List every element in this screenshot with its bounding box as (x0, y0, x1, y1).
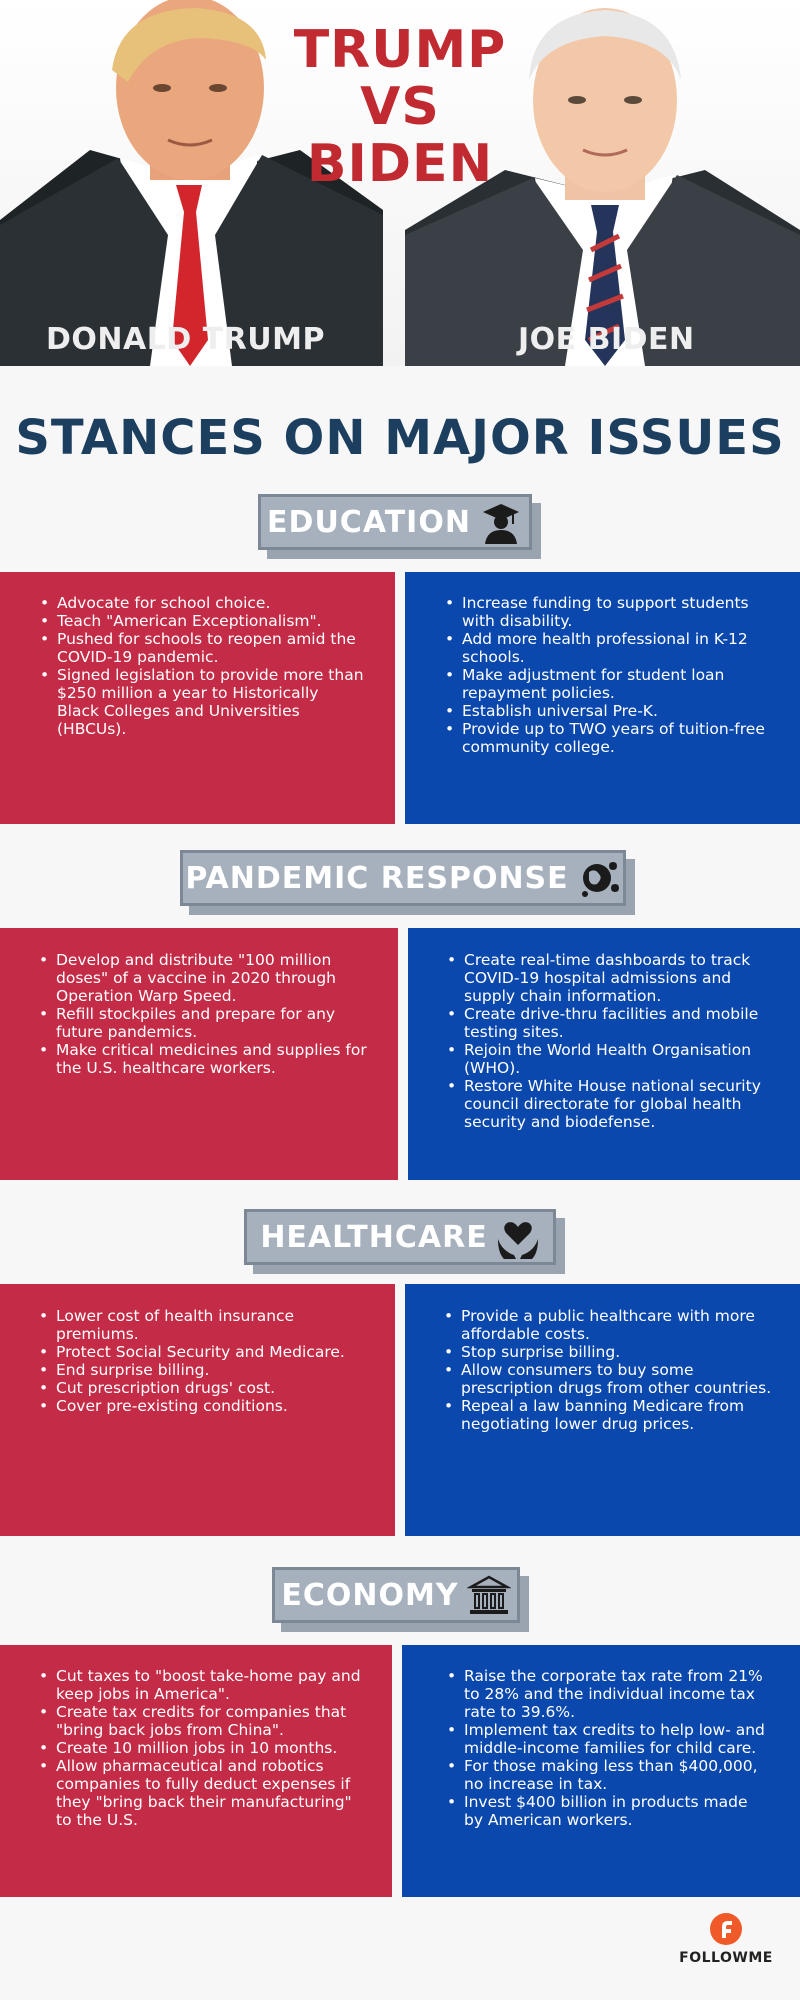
followme-logo-icon (709, 1912, 743, 1946)
list-item: • Pushed for schools to reopen amid the COVID-19 pandemic. (38, 630, 365, 666)
list-item: • Make adjustment for student loan repayment policies. (443, 666, 770, 702)
economy-label-text: ECONOMY (281, 1577, 459, 1613)
title-line-biden: BIDEN (306, 134, 494, 194)
education-trump-panel (0, 572, 395, 824)
economy-label (272, 1567, 520, 1623)
list-item: • Create drive-thru facilities and mobile testing sites. (445, 1005, 774, 1041)
economy-trump-panel (0, 1645, 392, 1897)
followme-logo (676, 1912, 776, 1966)
stances-title: STANCES ON MAJOR ISSUES (15, 410, 785, 466)
list-item: • Cut taxes to "boost take-home pay and keep jobs in America". (37, 1667, 364, 1703)
list-item: • For those making less than $400,000, no increase in tax. (445, 1757, 770, 1793)
pandemic-trump-list (37, 951, 368, 1077)
economy-biden-list (445, 1667, 770, 1829)
graduate-icon (479, 500, 523, 544)
healthcare-biden-panel (405, 1284, 800, 1536)
biden-name-label: JOE BIDEN (518, 322, 695, 357)
heart-hands-icon (496, 1215, 540, 1259)
virus-globe-icon (577, 856, 621, 900)
list-item: • Invest $400 billion in products made by American workers. (445, 1793, 770, 1829)
list-item: • Develop and distribute "100 million doses" of a vaccine in 2020 through Operation Warp Speed. (37, 951, 368, 1005)
education-trump-list (38, 594, 365, 738)
list-item: • Cut prescription drugs' cost. (37, 1379, 365, 1397)
pandemic-biden-list (445, 951, 774, 1131)
pandemic-biden-panel (408, 928, 800, 1180)
header-banner (0, 0, 800, 366)
healthcare-trump-panel (0, 1284, 395, 1536)
list-item: • Cover pre-existing conditions. (37, 1397, 365, 1415)
followme-brand-text: FOLLOWME (679, 1950, 773, 1966)
education-biden-panel (405, 572, 800, 824)
list-item: • Allow consumers to buy some prescription drugs from other countries. (442, 1361, 774, 1397)
economy-biden-panel (402, 1645, 800, 1897)
pandemic-label-text: PANDEMIC RESPONSE (185, 860, 569, 896)
healthcare-trump-list (37, 1307, 365, 1415)
list-item: • Rejoin the World Health Organisation (WHO). (445, 1041, 774, 1077)
list-item: • Create 10 million jobs in 10 months. (37, 1739, 364, 1757)
trump-name-label: DONALD TRUMP (46, 322, 325, 357)
bank-icon (467, 1573, 511, 1617)
list-item: • Stop surprise billing. (442, 1343, 774, 1361)
list-item: • Implement tax credits to help low- and middle-income families for child care. (445, 1721, 770, 1757)
title-line-vs: VS (360, 77, 440, 137)
list-item: • Establish universal Pre-K. (443, 702, 770, 720)
list-item: • Signed legislation to provide more than $250 million a year to Historically Black Colleges and Universities (HBCUs). (38, 666, 365, 738)
list-item: • Restore White House national security council directorate for global health security and biodefense. (445, 1077, 774, 1131)
list-item: • End surprise billing. (37, 1361, 365, 1379)
list-item: • Make critical medicines and supplies for the U.S. healthcare workers. (37, 1041, 368, 1077)
list-item: • Refill stockpiles and prepare for any future pandemics. (37, 1005, 368, 1041)
list-item: • Lower cost of health insurance premiums. (37, 1307, 365, 1343)
main-title (260, 22, 540, 193)
list-item: • Provide a public healthcare with more affordable costs. (442, 1307, 774, 1343)
pandemic-trump-panel (0, 928, 398, 1180)
list-item: • Protect Social Security and Medicare. (37, 1343, 365, 1361)
list-item: • Repeal a law banning Medicare from negotiating lower drug prices. (442, 1397, 774, 1433)
list-item: • Create tax credits for companies that "bring back jobs from China". (37, 1703, 364, 1739)
list-item: • Allow pharmaceutical and robotics companies to fully deduct expenses if they "bring back their manufacturing" to the U.S. (37, 1757, 364, 1829)
list-item: • Provide up to TWO years of tuition-free community college. (443, 720, 770, 756)
list-item: • Teach "American Exceptionalism". (38, 612, 365, 630)
healthcare-label (244, 1209, 556, 1265)
healthcare-biden-list (442, 1307, 774, 1433)
list-item: • Create real-time dashboards to track COVID-19 hospital admissions and supply chain information. (445, 951, 774, 1005)
title-line-trump: TRUMP (293, 20, 507, 80)
economy-trump-list (37, 1667, 364, 1829)
list-item: • Raise the corporate tax rate from 21% to 28% and the individual income tax rate to 39.6%. (445, 1667, 770, 1721)
education-biden-list (443, 594, 770, 756)
list-item: • Add more health professional in K-12 schools. (443, 630, 770, 666)
pandemic-label (180, 850, 626, 906)
list-item: • Advocate for school choice. (38, 594, 365, 612)
healthcare-label-text: HEALTHCARE (260, 1219, 488, 1255)
list-item: • Increase funding to support students with disability. (443, 594, 770, 630)
education-label (258, 494, 532, 550)
education-label-text: EDUCATION (267, 504, 471, 540)
